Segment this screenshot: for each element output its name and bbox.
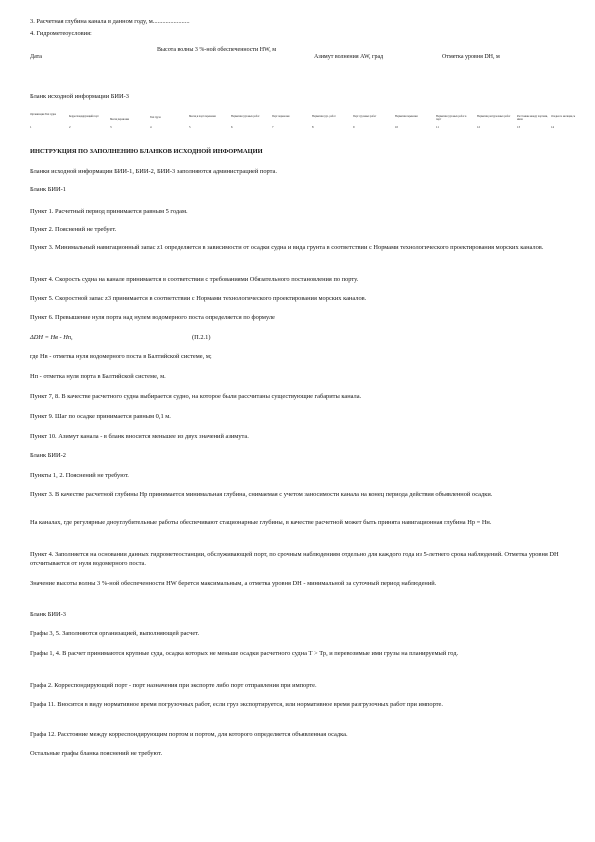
paragraph: Нп - отметка нуля порта в Балтийской системе, м. bbox=[30, 373, 166, 380]
formula-number: (П.2.1) bbox=[192, 334, 211, 341]
bii3-col-14: Осадка по месяцам, м bbox=[551, 115, 576, 118]
bii3-col-2: Корреспондирующий порт bbox=[69, 115, 99, 118]
bii3-col-12: Норматив разгрузочных работ bbox=[477, 115, 511, 118]
bii3-num: 3 bbox=[110, 125, 112, 129]
paragraph: Пункт 3. В качестве расчетной глубины Нр принимается минимальная глубина, снимаемая с учетом заносимости канала на конец периода действия объявленной осадки. bbox=[30, 491, 493, 498]
bii3-num: 11 bbox=[436, 125, 439, 129]
bii3-num: 13 bbox=[517, 125, 520, 129]
paragraph: Значение высоты волны 3 %-ной обеспеченности HW берется максимальным, а отметка уровня DH - минимальной за суточный период наблюдений. bbox=[30, 580, 437, 587]
formula bbox=[30, 334, 73, 342]
paragraph: Остальные графы бланка пояснений не требуют. bbox=[30, 750, 163, 757]
header-line-4: 4. Гидрометеоусловия: bbox=[30, 30, 92, 37]
paragraph: Графа 12. Расстояние между корреспондирующим портом и портом, для которого определяется объявленная осадка. bbox=[30, 731, 348, 738]
paragraph: Пункт 4. Заполняется на основании данных гидрометеостанции, обслуживающей порт, по срочным наблюдениям отдельно для каждого года из 5-летнего срока наблюдений. Отметка уровня DH отсчитывается от нуля водомерного поста. bbox=[30, 551, 559, 567]
hydro-col-level: Отметка уровня DH, м bbox=[442, 54, 500, 60]
bii3-num: 2 bbox=[69, 125, 71, 129]
paragraph: Пункт 4. Скорость судна на канале принимается в соответствии с требованиями Обязательного постановления по порту. bbox=[30, 276, 359, 283]
bii3-col-9: Порт грузовых работ bbox=[353, 115, 377, 118]
bii3-col-6: Норматив грузовых работ bbox=[231, 115, 260, 118]
paragraph: Пункт 3. Минимальный навигационный запас z1 определяется в зависимости от осадки судна и вида грунта в соответствии с Нормами технологического проектирования морских каналов. bbox=[30, 244, 544, 251]
bii3-col-8: Норматив груз. работ bbox=[312, 115, 336, 118]
hydro-col-date: Дата bbox=[30, 54, 42, 60]
paragraph: Графы 1, 4. В расчет принимаются крупные суда, осадка которых не меньше осадки расчетного судна Т > Тр, и перевозимые ими грузы на планируемый год. bbox=[30, 650, 459, 657]
bii3-col-4: Тип груза bbox=[150, 116, 161, 119]
paragraph: Пункт 9. Шаг по осадке принимается равным 0,1 м. bbox=[30, 413, 171, 420]
bii3-num: 1 bbox=[30, 125, 32, 129]
formula-text: ΔDH = Нв - Нп, bbox=[30, 334, 73, 341]
bii3-col-10: Норматив перевозки bbox=[395, 115, 418, 118]
paragraph: Пункты 1, 2. Пояснений не требуют. bbox=[30, 472, 129, 479]
bii3-col-11: Норматив грузовых работ в порт bbox=[436, 115, 467, 121]
paragraph: Пункт 6. Превышение нуля порта над нулем водомерного поста определяется по формуле bbox=[30, 314, 275, 321]
section-heading: Бланк БИИ-2 bbox=[30, 452, 66, 459]
paragraph: Пункт 10. Азимут канала - в бланк вносится меньшее из двух значений азимута. bbox=[30, 433, 249, 440]
bii3-num: 7 bbox=[272, 125, 274, 129]
bii3-num: 9 bbox=[353, 125, 355, 129]
bii3-num: 10 bbox=[395, 125, 398, 129]
paragraph: Пункт 7, 8. В качестве расчетного судна выбирается судно, на которое были рассчитаны существующие габариты канала. bbox=[30, 393, 362, 400]
section-heading: Бланк БИИ-1 bbox=[30, 186, 66, 193]
bii3-num: 12 bbox=[477, 125, 480, 129]
paragraph: Бланки исходной информации БИИ-1, БИИ-2, БИИ-3 заполняются администрацией порта. bbox=[30, 168, 277, 175]
bii3-num: 8 bbox=[312, 125, 314, 129]
bii3-col-13: Расстояние между портами, мили bbox=[517, 115, 548, 121]
bii3-num: 4 bbox=[150, 125, 152, 129]
header-line-3: 3. Расчетная глубина канала в данном году, м....................... bbox=[30, 18, 190, 25]
hydro-col-wave-label: Высота волны 3 %-ной обеспеченности HW, м bbox=[157, 47, 277, 53]
bii3-num: 14 bbox=[551, 125, 554, 129]
hydro-col-wave bbox=[157, 47, 307, 54]
paragraph: Пункт 5. Скоростной запас z3 принимается в соответствии с Нормами технологического проектирования морских каналов. bbox=[30, 295, 367, 302]
bii3-col-3: Месяц перевозки bbox=[110, 118, 130, 121]
bii3-num: 6 bbox=[231, 125, 233, 129]
bii3-col-5: Месяц и порт перевозки bbox=[189, 115, 216, 118]
paragraph: На каналах, где регулярные дноуглубительные работы обеспечивают стационарные глубины, в качестве расчетной может быть принята навигационная глубина Нр = Нн. bbox=[30, 519, 492, 526]
bii3-col-1: Организация Тип судна bbox=[30, 113, 57, 116]
paragraph: где Нв - отметка нуля водомерного поста в Балтийской системе, м; bbox=[30, 353, 212, 360]
paragraph: Пункт 1. Расчетный период принимается равным 5 годам. bbox=[30, 208, 188, 215]
paragraph: Графа 2. Корреспондирующий порт - порт назначения при экспорте либо порт отправления при импорте. bbox=[30, 682, 317, 689]
hydro-col-azimuth: Азимут волнения AW, град bbox=[314, 54, 384, 60]
bii3-num: 5 bbox=[189, 125, 191, 129]
paragraph: Графы 3, 5. Заполняются организацией, выполняющей расчет. bbox=[30, 630, 200, 637]
section-heading: Бланк БИИ-3 bbox=[30, 611, 66, 618]
bii3-col-7: Порт перевозки bbox=[272, 115, 290, 118]
instructions-title: ИНСТРУКЦИЯ ПО ЗАПОЛНЕНИЮ БЛАНКОВ ИСХОДНОЙ ИНФОРМАЦИИ bbox=[30, 148, 263, 155]
paragraph: Пункт 2. Пояснений не требует. bbox=[30, 226, 117, 233]
paragraph: Графа 11. Вносится в виду нормативное время погрузочных работ, если груз экспортируется, или нормативное время разгрузочных работ при импорте. bbox=[30, 701, 443, 708]
bii3-title: Бланк исходной информации БИИ-3 bbox=[30, 93, 129, 100]
